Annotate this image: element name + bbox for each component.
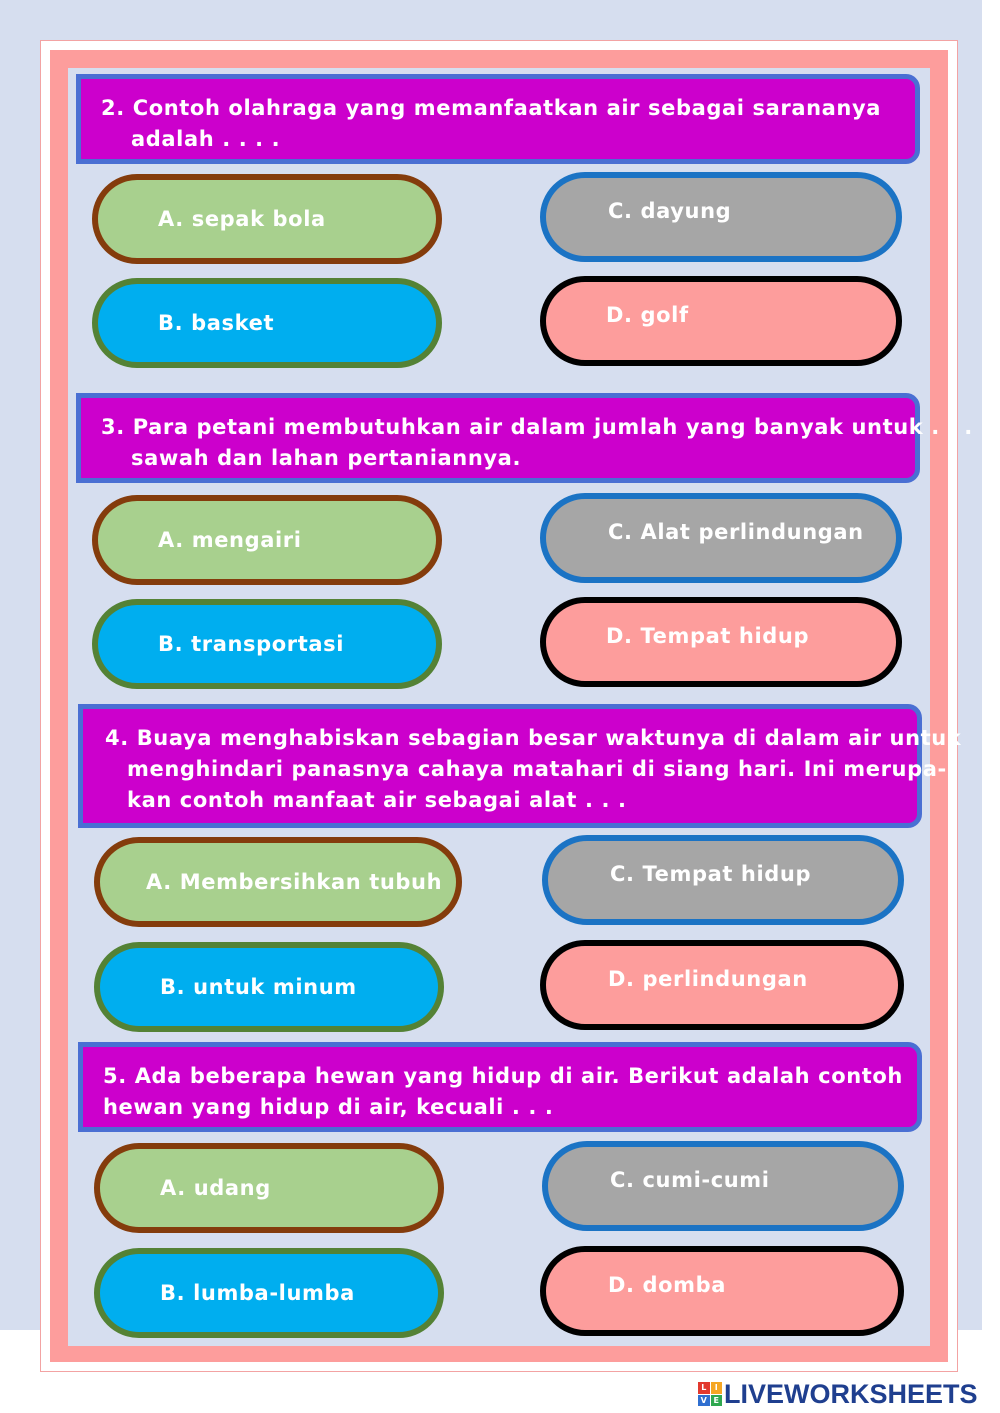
question-text-line: sawah dan lahan pertaniannya. <box>131 446 522 470</box>
liveworksheets-logo-icon: L I V E <box>698 1382 722 1406</box>
q2-option-c[interactable]: C. dayung <box>540 172 902 262</box>
q3-option-c[interactable]: C. Alat perlindungan <box>540 493 902 583</box>
question-text-line: 5. Ada beberapa hewan yang hidup di air. Berikut adalah contoh <box>103 1064 903 1088</box>
question-text-line: kan contoh manfaat air sebagai alat . . . <box>127 788 627 812</box>
q2-option-d[interactable]: D. golf <box>540 276 902 366</box>
q5-option-d[interactable]: D. domba <box>540 1246 904 1336</box>
q5-option-c[interactable]: C. cumi-cumi <box>542 1141 904 1231</box>
q5-option-b[interactable]: B. lumba-lumba <box>94 1248 444 1338</box>
q2-option-b[interactable]: B. basket <box>92 278 442 368</box>
q4-option-a[interactable]: A. Membersihkan tubuh <box>94 837 462 927</box>
question-text-line: hewan yang hidup di air, kecuali . . . <box>103 1095 554 1119</box>
q3-option-d[interactable]: D. Tempat hidup <box>540 597 902 687</box>
q3-option-b[interactable]: B. transportasi <box>92 599 442 689</box>
liveworksheets-logo <box>698 1380 978 1408</box>
q4-option-d[interactable]: D. perlindungan <box>540 940 904 1030</box>
q4-option-c[interactable]: C. Tempat hidup <box>542 835 904 925</box>
question-text-line: adalah . . . . <box>131 127 281 151</box>
question-2 <box>76 74 920 164</box>
question-3 <box>76 393 973 483</box>
question-text-line: 2. Contoh olahraga yang memanfaatkan air sebagai sarananya <box>101 96 882 120</box>
question-text-line: 3. Para petani membutuhkan air dalam jumlah yang banyak untuk . . . <box>101 415 973 439</box>
question-text-line: menghindari panasnya cahaya matahari di siang hari. Ini merupa- <box>127 757 947 781</box>
q2-option-a[interactable]: A. sepak bola <box>92 174 442 264</box>
question-5 <box>78 1042 922 1132</box>
q3-option-a[interactable]: A. mengairi <box>92 495 442 585</box>
q4-option-b[interactable]: B. untuk minum <box>94 942 444 1032</box>
question-4 <box>78 704 962 828</box>
q5-option-a[interactable]: A. udang <box>94 1143 444 1233</box>
logo-text: LIVEWORKSHEETS <box>724 1378 978 1409</box>
question-text-line: 4. Buaya menghabiskan sebagian besar waktunya di dalam air untuk <box>105 726 962 750</box>
